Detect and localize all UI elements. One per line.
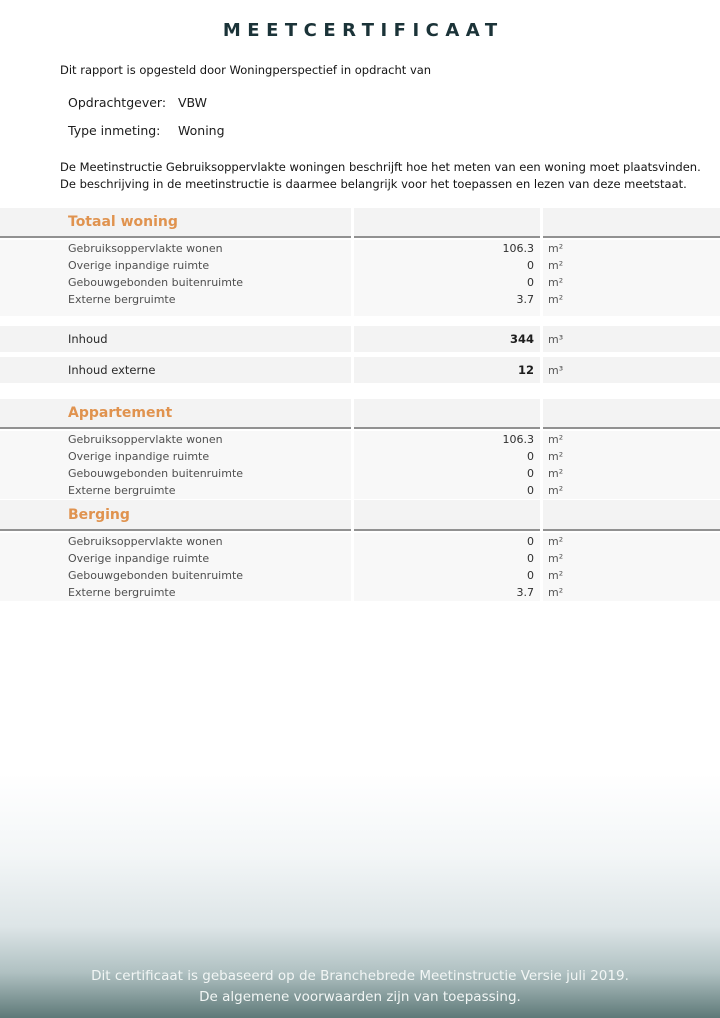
row-unit: m² [543,448,720,465]
row-label: Gebruiksoppervlakte wonen [0,533,351,550]
table-row [0,465,720,482]
measurement-type-value: Woning [178,123,225,138]
row-label: Gebouwgebonden buitenruimte [0,274,351,291]
row-unit: m² [543,482,720,499]
section-header-totaal-woning [0,208,720,238]
footer-disclaimer [0,966,720,1008]
row-value: 3.7 [354,291,540,308]
row-unit: m² [543,567,720,584]
instruction-line-1: De Meetinstructie Gebruiksoppervlakte woningen beschrijft hoe het meten van een woning moet plaatsvinden. [60,160,701,174]
table-row [0,584,720,601]
row-value: 106.3 [354,431,540,448]
table-row [0,533,720,550]
section-header-appartement [0,399,720,429]
footer-line-2: De algemene voorwaarden zijn van toepassing. [199,989,521,1005]
row-value: 0 [354,257,540,274]
table-row [0,567,720,584]
table-row [0,448,720,465]
table-row [0,257,720,274]
section-rows-totaal-woning [0,240,720,316]
row-filler [0,308,720,316]
section-title: Totaal woning [0,208,351,238]
row-unit: m² [543,240,720,257]
row-unit: m² [543,550,720,567]
row-value: 0 [354,465,540,482]
section-title: Appartement [0,399,351,429]
row-unit: m² [543,257,720,274]
intro-line: Dit rapport is opgesteld door Woningperspectief in opdracht van [60,63,432,77]
row-value: 12 [354,357,540,383]
row-value: 0 [354,448,540,465]
row-label: Inhoud [0,326,351,352]
measurement-type-label: Type inmeting: [68,123,161,138]
row-label: Inhoud externe [0,357,351,383]
row-label: Externe bergruimte [0,584,351,601]
row-unit: m² [543,465,720,482]
page-title: MEETCERTIFICAAT [222,20,504,41]
row-label: Gebouwgebonden buitenruimte [0,567,351,584]
row-value: 0 [354,533,540,550]
section-title: Berging [0,500,351,531]
client-row [68,95,207,110]
instruction-line-2: De beschrijving in de meetinstructie is daarmee belangrijk voor het toepassen en lezen van deze meetstaat. [60,177,687,191]
row-unit: m² [543,291,720,308]
row-label: Externe bergruimte [0,482,351,499]
row-value: 0 [354,482,540,499]
section-rows-appartement [0,431,720,499]
row-value: 0 [354,550,540,567]
row-unit: m³ [543,326,720,352]
client-label: Opdrachtgever: [68,95,167,110]
row-value: 106.3 [354,240,540,257]
row-value: 0 [354,567,540,584]
table-row [0,291,720,308]
row-unit: m² [543,533,720,550]
volume-row-inhoud [0,326,720,352]
row-label: Externe bergruimte [0,291,351,308]
table-row [0,274,720,291]
row-unit: m² [543,431,720,448]
row-label: Gebruiksoppervlakte wonen [0,431,351,448]
footer-line-1: Dit certificaat is gebaseerd op de Branchebrede Meetinstructie Versie juli 2019. [91,968,629,984]
row-value: 344 [354,326,540,352]
row-unit: m² [543,274,720,291]
row-unit: m³ [543,357,720,383]
client-value: VBW [178,95,208,110]
table-row [0,240,720,257]
volume-row-inhoud-externe [0,357,720,383]
row-label: Gebouwgebonden buitenruimte [0,465,351,482]
measurement-type-row [68,123,225,138]
row-label: Gebruiksoppervlakte wonen [0,240,351,257]
section-header-berging [0,500,720,531]
row-label: Overige inpandige ruimte [0,257,351,274]
table-row [0,431,720,448]
row-unit: m² [543,584,720,601]
table-row [0,482,720,499]
row-label: Overige inpandige ruimte [0,448,351,465]
row-label: Overige inpandige ruimte [0,550,351,567]
row-value: 0 [354,274,540,291]
row-value: 3.7 [354,584,540,601]
table-row [0,550,720,567]
instruction-paragraph [60,159,701,193]
section-rows-berging [0,533,720,601]
